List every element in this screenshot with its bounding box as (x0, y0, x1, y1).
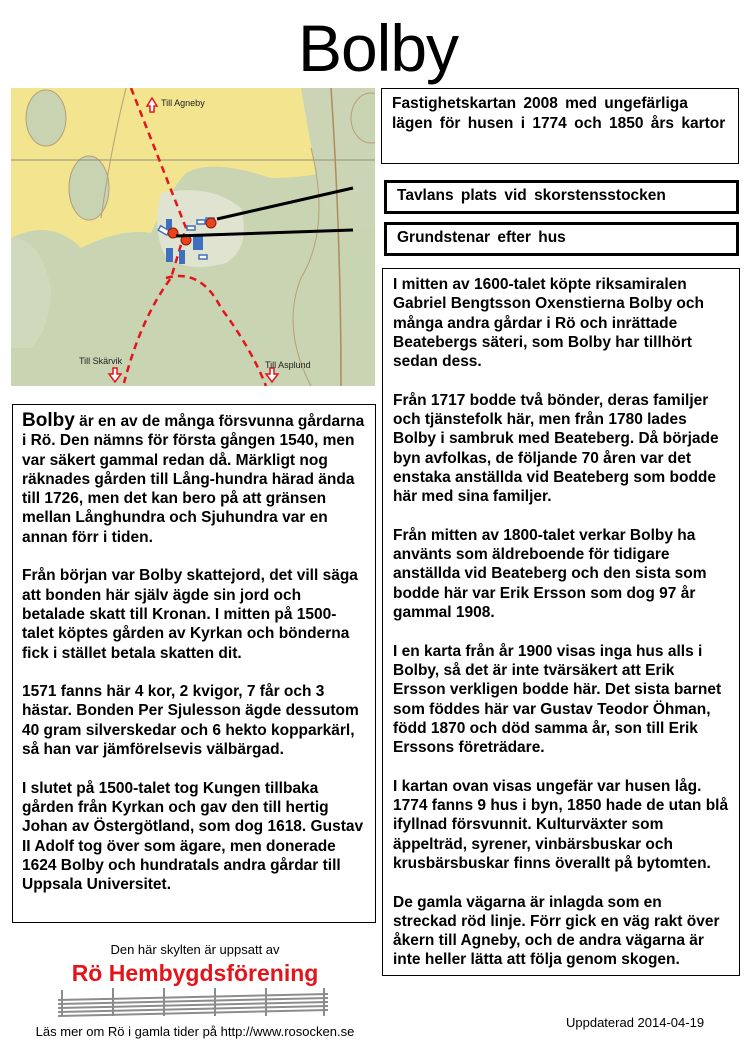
map-image (11, 88, 375, 386)
paragraph: De gamla vägarna är inlagda som en streckad röd linje. Förr gick en väg rakt över åkern till Agneby, och de andra vägarna är inte heller lätta att följa genom skogen. (393, 893, 720, 969)
house-outline (187, 226, 195, 230)
paragraph: I kartan ovan visas ungefär var husen låg. 1774 fanns 9 hus i byn, 1850 hade de utan blå ifyllnad försvunnit. Kulturväxter som äppelträd, syrener, vinbärsbuskar och krusbärsbuskar finns överallt på bytomten. (393, 777, 729, 872)
fence-logo-icon (58, 988, 330, 1018)
map-label-agneby: Till Agneby (161, 98, 205, 108)
organization-name: Rö Hembygdsförening (71, 960, 319, 986)
paragraph: Från 1717 bodde två bönder, deras familjer och tjänstefolk här, men från 1780 lades Bolby i sambruk med Beateberg. Då började byn avfolkas, de följande 70 åren var det enstaka anställda vid Beateberg som bodde här med sina familjer. (393, 391, 719, 506)
lead-word: Bolby (22, 410, 75, 431)
right-text-box (382, 268, 740, 976)
intro-paragraph (22, 411, 367, 547)
hill-1 (26, 90, 66, 146)
updated-date: Uppdaterad 2014-04-19 (566, 1015, 705, 1030)
house-filled (166, 248, 173, 262)
map-label-skarvik: Till Skärvik (79, 356, 123, 366)
house-outline (197, 220, 205, 224)
house-filled (193, 236, 203, 250)
paragraph: 1571 fanns här 4 kor, 2 kvigor, 7 får och 3 hästar. Bonden Per Sjulesson ägde dessutom 40 gram silverskedar och 6 hekto kopparkärl, så han var jämförelsevis välbärgad. (22, 683, 359, 759)
house-filled (179, 250, 185, 264)
map-svg (11, 88, 375, 386)
map-label-asplund: Till Asplund (265, 360, 311, 370)
callout-sign-location: Tavlans plats vid skorstensstocken (384, 180, 739, 214)
left-text-box (12, 404, 376, 923)
more-info-link[interactable]: Läs mer om Rö i gamla tider på http://www.rosocken.se (35, 1024, 355, 1039)
page-title: Bolby (297, 11, 459, 85)
footer-intro: Den här skylten är uppsatt av (110, 942, 280, 957)
map-caption: Fastighetskartan 2008 med ungefärliga lägen för husen i 1774 och 1850 års kartor (381, 88, 739, 164)
paragraph: I slutet på 1500-talet tog Kungen tillbaka gården från Kyrkan och gav den till hertig Johan av Östergötland, som dog 1618. Gustav II Adolf tog över som ägare, men donerade 1624 Bolby och hundratals andra gårdar till Uppsala Universitet. (22, 779, 364, 894)
marker-sign-location (206, 218, 216, 228)
house-outline (199, 255, 207, 259)
paragraph: I mitten av 1600-talet köpte riksamiralen Gabriel Bengtsson Oxenstierna Bolby och många andra gårdar i Rö och inrättade Beatebergs säteri, som Bolby har tillhört sedan dess. (393, 276, 704, 371)
paragraph: I en karta från år 1900 visas inga hus alls i Bolby, så det är inte tvärsäkert att Erik Ersson verkligen bodde här. Det sista barnet som föddes här var Gustav Teodor Öhman, född 1870 och död samma år, son till Erik Erssons företrädare. (393, 642, 722, 757)
paragraph: Från början var Bolby skattejord, det vill säga att bonden här själv ägde sin jord och betalade skatt till Kronan. I mitten på 1500-talet köptes gården av Kyrkan och bönderna fick i stället betala skatten dit. (22, 567, 358, 662)
paragraph: Från mitten av 1800-talet verkar Bolby ha använts som äldreboende för tidigare anställda vid Beateberg och den sista som bodde här var Erik Ersson som dog 97 år gammal 1908. (393, 526, 707, 622)
intro-text: är en av de många försvunna gårdarna i Rö. Den nämns för första gången 1540, men var säkert gammal redan då. Märkligt nog räknades gården till Lång-hundra härad ända till 1726, men det kan bero på att gränsen mellan Långhundra och Sjuhundra var en annan förr i tiden. (22, 413, 365, 546)
hill-2 (69, 156, 109, 220)
callout-foundation-stones: Grundstenar efter hus (384, 222, 739, 256)
